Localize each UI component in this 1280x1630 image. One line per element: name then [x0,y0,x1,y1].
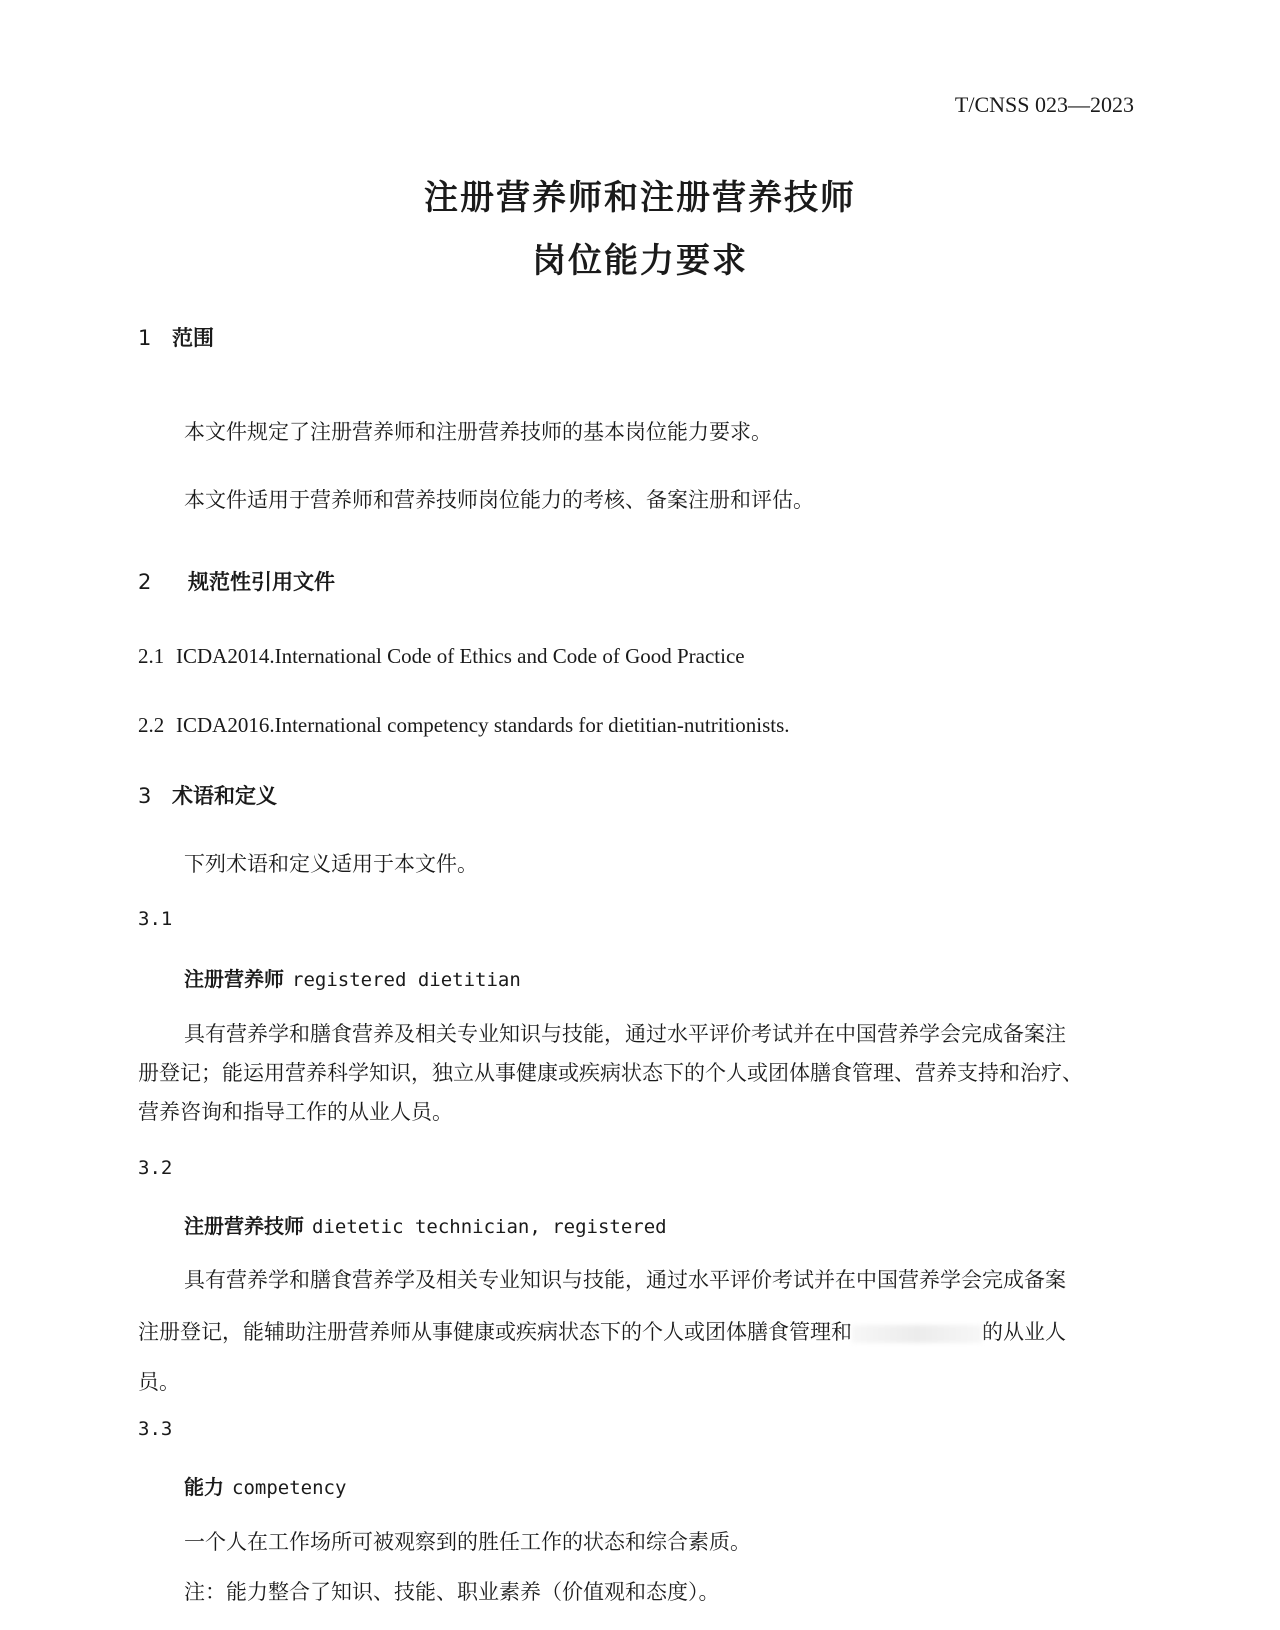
section-title: 术语和定义 [172,784,277,808]
document-title-line-1: 注册营养师和注册营养技师 [424,178,856,218]
term-english: dietetic technician, registered [312,1216,667,1238]
term-chinese: 能力 [184,1475,224,1499]
section-number: 1 [138,326,152,350]
definition-line: 营养咨询和指导工作的从业人员。 [138,1100,453,1124]
scope-paragraph-2: 本文件适用于营养师和营养技师岗位能力的考核、备案注册和评估。 [184,488,814,512]
section-title: 规范性引用文件 [188,570,335,594]
term-heading [184,1210,667,1239]
clause-number: 3.2 [138,1157,173,1179]
term-english: registered dietitian [292,969,521,991]
section-title: 范围 [172,326,214,350]
definition-text: 的从业人 [982,1320,1066,1344]
definition-line: 员。 [138,1370,180,1394]
section-2-heading [138,566,335,596]
standard-number: T/CNSS 023—2023 [954,92,1134,117]
clause-number: 3.3 [138,1418,173,1440]
term-chinese: 注册营养技师 [184,1214,304,1238]
section-number: 2 [138,570,152,594]
normative-reference [138,713,790,738]
normative-reference [138,644,745,669]
definition-line [138,1316,1066,1346]
term-heading [184,1471,346,1500]
reference-number: 2.2 [138,713,165,737]
definition-note: 注：能力整合了知识、技能、职业素养（价值观和态度）。 [184,1580,720,1604]
section-1-heading [138,322,214,352]
reference-number: 2.1 [138,644,165,668]
scope-paragraph-1: 本文件规定了注册营养师和注册营养技师的基本岗位能力要求。 [184,420,772,444]
term-chinese: 注册营养师 [184,967,284,991]
reference-text: ICDA2014.International Code of Ethics and Code of Good Practice [176,644,745,668]
reference-text: ICDA2016.International competency standards for dietitian-nutritionists. [176,713,790,737]
document-title-line-2: 岗位能力要求 [532,241,748,281]
term-heading [184,963,521,992]
terms-intro: 下列术语和定义适用于本文件。 [184,852,478,876]
definition-line: 一个人在工作场所可被观察到的胜任工作的状态和综合素质。 [184,1530,751,1554]
clause-number: 3.1 [138,908,173,930]
definition-line: 具有营养学和膳食营养学及相关专业知识与技能，通过水平评价考试并在中国营养学会完成备案 [184,1268,1066,1292]
section-number: 3 [138,784,152,808]
section-3-heading [138,780,277,810]
definition-text: 注册登记，能辅助注册营养师从事健康或疾病状态下的个人或团体膳食管理和 [138,1320,852,1344]
definition-line: 具有营养学和膳食营养及相关专业知识与技能，通过水平评价考试并在中国营养学会完成备案注 [184,1022,1066,1046]
blurred-text [852,1325,982,1343]
definition-line: 册登记；能运用营养科学知识，独立从事健康或疾病状态下的个人或团体膳食管理、营养支持和治疗、 [138,1061,1083,1085]
term-english: competency [232,1477,347,1499]
